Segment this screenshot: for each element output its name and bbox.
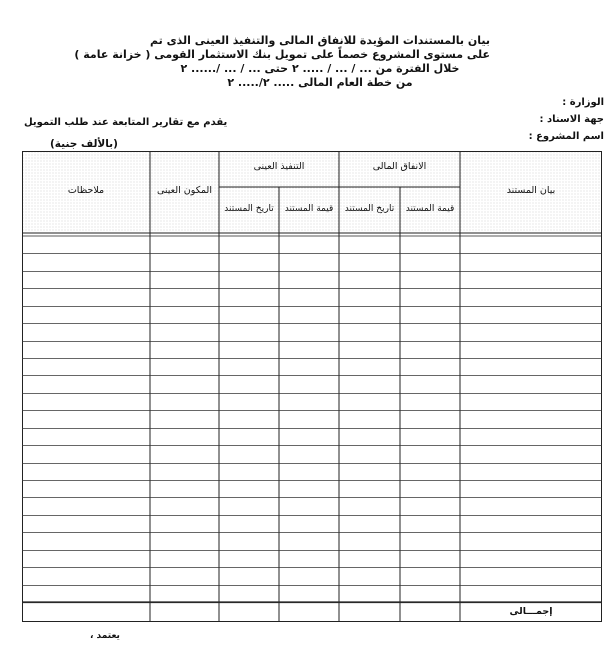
header-physical-doc-value: قيمة المستند xyxy=(284,204,334,214)
header-notes: ملاحظات xyxy=(67,185,105,196)
title-line-4: من خطة العام المالى ..... ٢/..... ٢ xyxy=(227,76,413,89)
header-physical-doc-date: تاريخ المستند xyxy=(224,204,274,214)
total-label: إجمـــالى xyxy=(509,606,553,617)
title-line-3: خلال الفترة من ... / ... / ..... ٢ حتى ... / ... /...... ٢ xyxy=(180,62,460,75)
documents-table xyxy=(22,151,602,622)
table-grid xyxy=(22,151,602,622)
title-line-2: على مستوى المشروع خصماً على تمويل بنك الاستثمار القومى ( خزانة عامة ) xyxy=(74,48,490,61)
header-financial-doc-date: تاريخ المستند xyxy=(344,204,395,214)
header-physical-component: المكون العينى xyxy=(157,185,212,196)
title-line-1: بيان بالمستندات المؤيدة للانفاق المالى والتنفيذ العينى الذى تم xyxy=(150,34,490,47)
entity-label: جهة الاسناد : xyxy=(539,114,604,125)
ministry-label: الوزارة : xyxy=(562,97,604,108)
submission-note: يقدم مع تقارير المتابعة عند طلب التمويل xyxy=(24,117,228,128)
header-financial-doc-value: قيمة المستند xyxy=(405,204,455,214)
form-title xyxy=(74,34,490,90)
currency-unit: (بالألف جنية) xyxy=(50,138,118,150)
project-label: اسم المشروع : xyxy=(528,131,604,142)
header-document: بيان المستند xyxy=(506,185,556,196)
approval-label: يعتمد ، xyxy=(90,631,120,641)
header-physical-execution: التنفيذ العينى xyxy=(253,161,305,172)
header-financial-spending: الانفاق المالى xyxy=(372,161,427,172)
